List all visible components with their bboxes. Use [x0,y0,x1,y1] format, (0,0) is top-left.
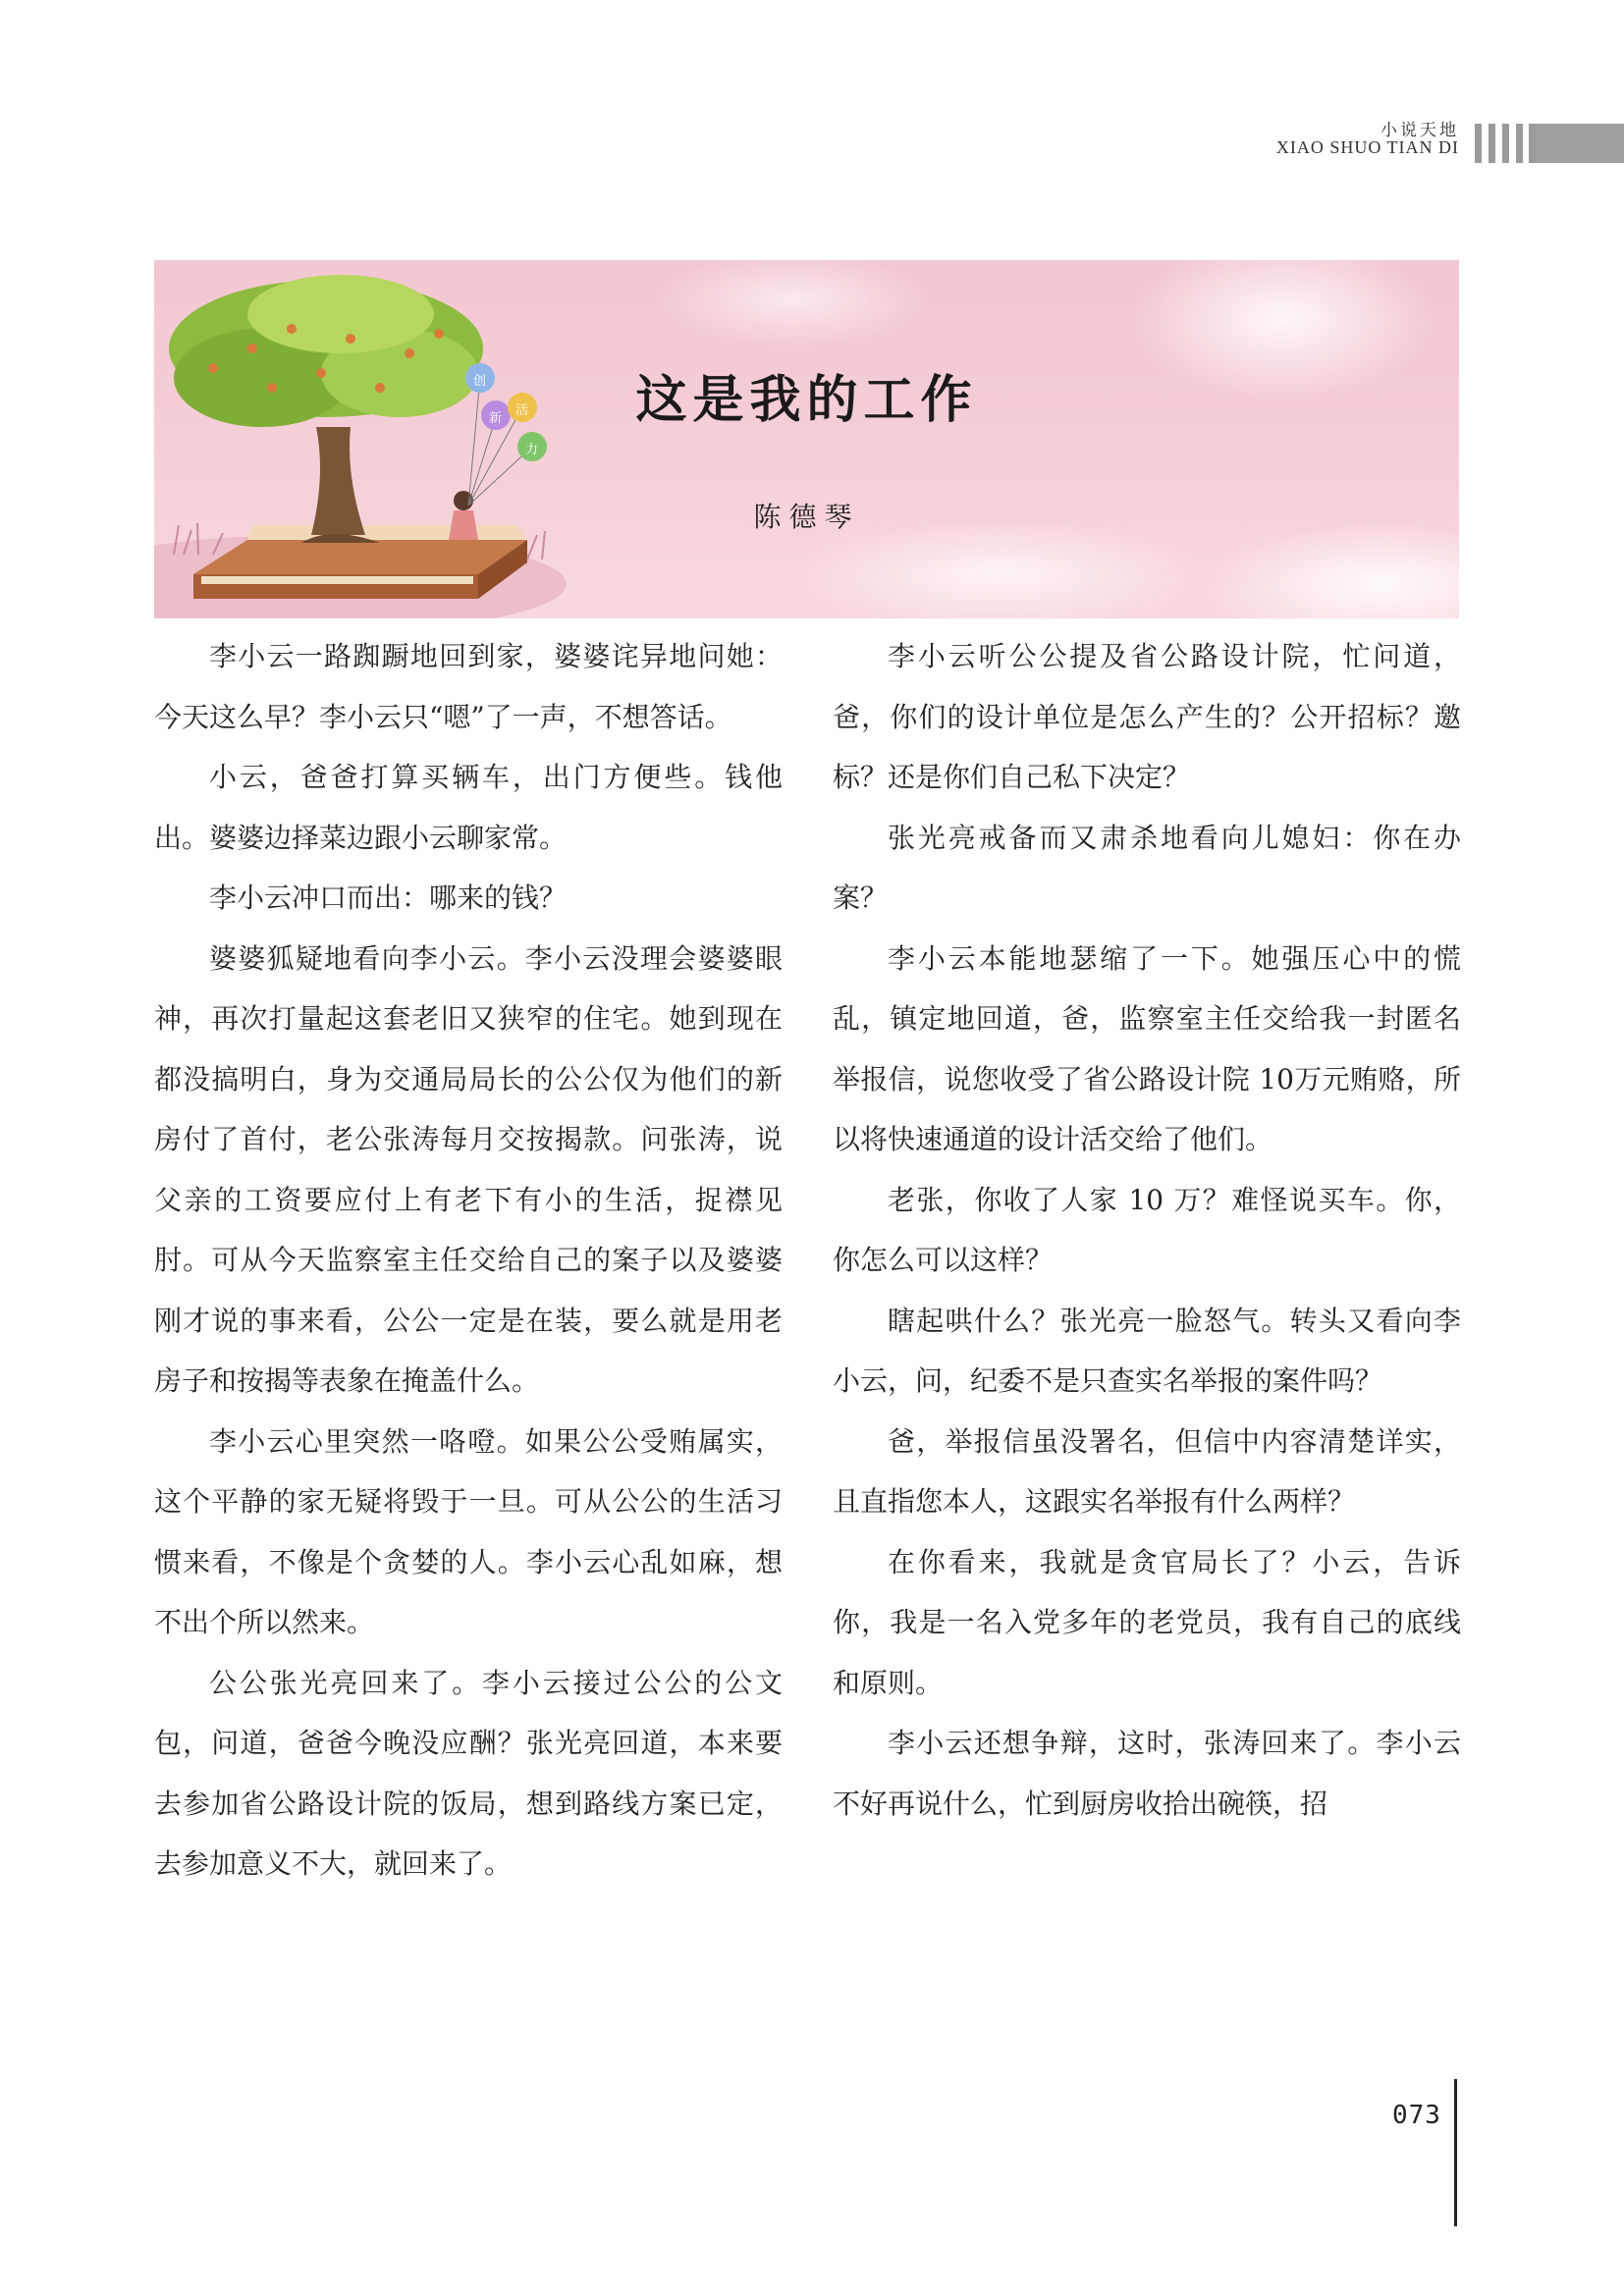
balloon-label: 活 [515,403,529,418]
paragraph: 李小云一路踟蹰地回到家，婆婆诧异地问她：今天这么早？李小云只“嗯”了一声，不想答话。 [154,640,783,733]
paragraph: 李小云心里突然一咯噔。如果公公受贿属实，这个平静的家无疑将毁于一旦。可从公公的生活习惯来看，不像是个贪婪的人。李小云心乱如麻，想不出个所以然来。 [154,1424,783,1638]
section-title-en: XIAO SHUO TIAN DI [1275,137,1459,157]
paragraph: 瞎起哄什么？张光亮一脸怒气。转头又看向李小云，问，纪委不是只查实名举报的案件吗？ [833,1304,1461,1397]
article-author: 陈德琴 [753,501,860,533]
balloon-label: 力 [525,443,539,457]
paragraph: 张光亮戒备而又肃杀地看向儿媳妇：你在办案？ [833,821,1461,914]
balloon-label: 创 [473,374,487,389]
paragraph: 在你看来，我就是贪官局长了？小云，告诉你，我是一名入党多年的老党员，我有自己的底线和原则。 [833,1545,1461,1699]
paragraph: 小云，爸爸打算买辆车，出门方便些。钱他出。婆婆边择菜边跟小云聊家常。 [154,761,783,854]
page-number-rule [1454,2079,1457,2226]
article-column-left [154,626,783,1895]
paragraph: 李小云本能地瑟缩了一下。她强压心中的慌乱，镇定地回道，爸，监察室主任交给我一封匿名举报信，说您收受了省公路设计院 10万元贿赂，所以将快速通道的设计活交给了他们。 [833,941,1461,1155]
article-column-right [833,626,1461,1834]
paragraph: 爸，举报信虽没署名，但信中内容清楚详实，且直指您本人，这跟实名举报有什么两样？ [833,1424,1461,1518]
paragraph: 老张，你收了人家 10 万？难怪说买车。你，你怎么可以这样？ [833,1183,1461,1276]
header-bars-decoration [1475,124,1536,163]
section-header [1212,116,1624,165]
section-title-cn: 小说天地 [1380,121,1459,140]
paragraph: 李小云冲口而出：哪来的钱？ [209,881,568,914]
article-title: 这是我的工作 [635,371,978,430]
paragraph: 婆婆狐疑地看向李小云。李小云没理会婆婆眼神，再次打量起这套老旧又狭窄的住宅。她到现在都没搞明白，身为交通局局长的公公仅为他们的新房付了首付，老公张涛每月交按揭款。问张涛，说父亲的工资要应付上有老下有小的生活，捉襟见肘。可从今天监察室主任交给自己的案子以及婆婆刚才说的事来看，公公一定是在装，要么就是用老房子和按揭等表象在掩盖什么。 [154,941,783,1397]
paragraph: 公公张光亮回来了。李小云接过公公的公文包，问道，爸爸今晚没应酬？张光亮回道，本来要去参加省公路设计院的饭局，想到路线方案已定，去参加意义不大，就回来了。 [154,1666,783,1880]
banner-illustration [154,260,1459,618]
paragraph: 李小云还想争辩，这时，张涛回来了。李小云不好再说什么，忙到厨房收拾出碗筷，招 [833,1727,1461,1820]
header-block-decoration [1536,124,1624,163]
title-banner [154,260,1459,618]
paragraph: 李小云听公公提及省公路设计院，忙问道，爸，你们的设计单位是怎么产生的？公开招标？邀标？还是你们自己私下决定？ [833,640,1461,793]
page-number: 073 [1392,2101,1441,2130]
balloon-label: 新 [489,411,503,426]
